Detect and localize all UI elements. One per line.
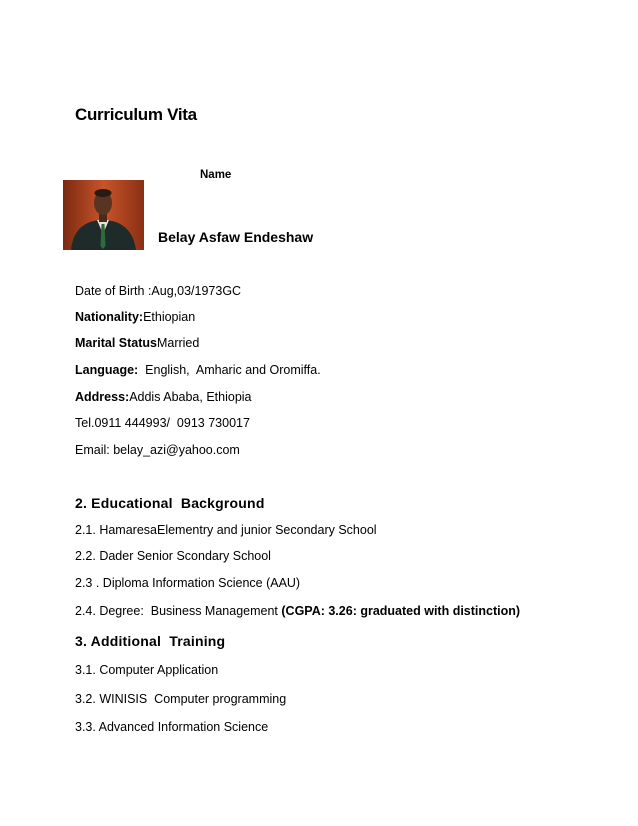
- name-label: Name: [200, 169, 232, 181]
- language-line: [75, 363, 321, 377]
- marital-status-value: Married: [156, 336, 200, 350]
- nationality-label: Nationality:: [75, 310, 144, 324]
- date-of-birth: Date of Birth :Aug,03/1973GC: [75, 284, 242, 298]
- address-value: Addis Ababa, Ethiopia: [129, 390, 252, 404]
- education-heading: 2. Educational Background: [75, 495, 265, 511]
- education-item: 2.3 . Diploma Information Science (AAU): [75, 576, 301, 590]
- language-label: Language:: [75, 363, 139, 377]
- marital-status-line: [75, 336, 199, 350]
- training-item: 3.3. Advanced Information Science: [75, 720, 269, 734]
- language-value: English, Amharic and Oromiffa.: [138, 363, 321, 377]
- address-line: [75, 390, 252, 404]
- profile-photo: [63, 180, 144, 250]
- degree-distinction: (CGPA: 3.26: graduated with distinction): [281, 604, 521, 618]
- education-item: 2.1. HamaresaElementry and junior Secondary School: [75, 523, 377, 537]
- marital-status-label: Marital Status: [75, 336, 157, 350]
- training-item: 3.2. WINISIS Computer programming: [75, 692, 287, 706]
- telephone: Tel.0911 444993/ 0913 730017: [75, 416, 250, 430]
- training-heading: 3. Additional Training: [75, 633, 226, 649]
- document-title: Curriculum Vita: [75, 105, 197, 124]
- email: Email: belay_azi@yahoo.com: [75, 443, 240, 457]
- address-label: Address:: [75, 390, 130, 404]
- degree-line: [75, 604, 520, 618]
- full-name: Belay Asfaw Endeshaw: [158, 229, 314, 245]
- nationality-line: [75, 310, 195, 324]
- education-item: 2.2. Dader Senior Scondary School: [75, 549, 271, 563]
- degree-text: 2.4. Degree: Business Management: [75, 604, 282, 618]
- nationality-value: Ethiopian: [143, 310, 196, 324]
- training-item: 3.1. Computer Application: [75, 663, 219, 677]
